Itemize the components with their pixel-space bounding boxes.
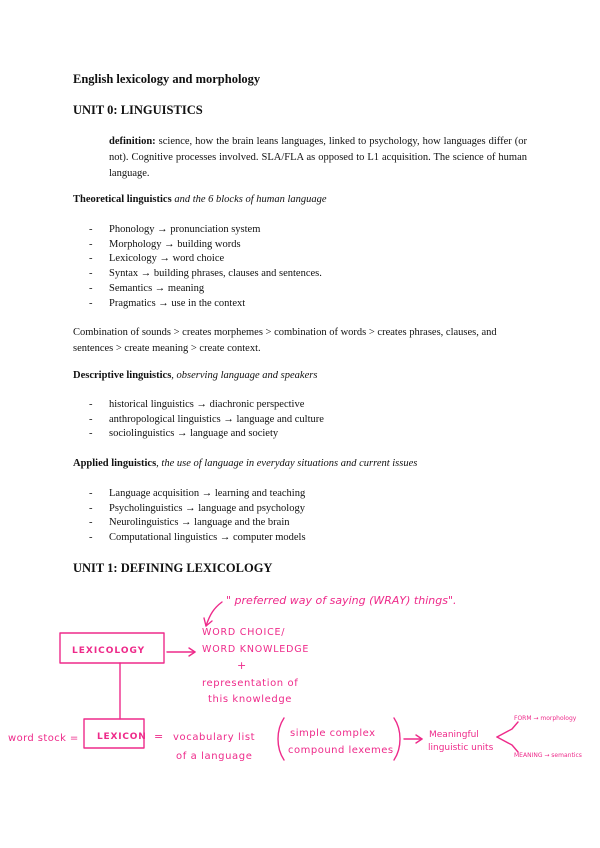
- word-stock-label: word stock =: [8, 733, 79, 744]
- word-choice-line1: WORD CHOICE/: [202, 627, 286, 638]
- applied-bold: Applied linguistics: [73, 458, 157, 469]
- lexicology-diagram: [0, 580, 600, 780]
- list-item: - Neurolinguistics → language and the brain: [89, 517, 290, 529]
- unit1-heading: UNIT 1: DEFINING LEXICOLOGY: [73, 561, 273, 575]
- list-item: - Semantics → meaning: [89, 282, 205, 294]
- lexicology-label: LEXICOLOGY: [72, 646, 146, 656]
- definition-paragraph: [109, 134, 527, 182]
- meaningful-line2: linguistic units: [428, 743, 494, 753]
- list-item: - sociolinguistics → language and society: [89, 428, 279, 440]
- representation-line1: representation of: [202, 678, 299, 689]
- list-item: - anthropological linguistics → language and culture: [89, 413, 324, 425]
- fork-down: [497, 737, 518, 752]
- list-item: - Pragmatics → use in the context: [89, 297, 246, 309]
- vocabulary-line2: of a language: [176, 751, 253, 762]
- list-item: - historical linguistics → diachronic perspective: [89, 399, 305, 410]
- descriptive-heading: [73, 370, 317, 381]
- curved-arrow: [206, 602, 222, 626]
- applied-heading: [73, 458, 417, 469]
- equals-sign: =: [154, 730, 164, 743]
- list-item: - Language acquisition → learning and teaching: [89, 488, 306, 499]
- preferred-way-quote: " preferred way of saying (WRAY) things".: [226, 594, 457, 607]
- descriptive-list: [89, 398, 324, 442]
- descriptive-bold: Descriptive linguistics: [73, 370, 172, 381]
- lexicon-label: LEXICON: [97, 732, 147, 742]
- lexeme-types-line2: compound lexemes: [288, 745, 394, 756]
- descriptive-italic: , observing language and speakers: [171, 370, 318, 381]
- definition-text: science, how the brain leans languages, linked to psychology, how languages differ (or not). Cognitive processes involved. SLA/FLA as opposed to L1 acquisition. The science of human language.: [109, 136, 527, 179]
- list-item: - Syntax → building phrases, clauses and sentences.: [89, 268, 322, 280]
- combination-paragraph: Combination of sounds > creates morphemes > combination of words > creates phrases, clauses, and sentences > create meaning > create context.: [73, 327, 497, 354]
- applied-italic: , the use of language in everyday situations and current issues: [156, 458, 418, 469]
- form-branch: FORM → morphology: [514, 715, 577, 722]
- meaning-branch: MEANING → semantics: [514, 752, 582, 759]
- theoretical-italic: and the 6 blocks of human language: [171, 194, 327, 205]
- word-choice-line2: WORD KNOWLEDGE: [202, 644, 310, 655]
- open-paren: [278, 718, 284, 760]
- list-item: - Lexicology → word choice: [89, 253, 225, 265]
- list-item: - Morphology → building words: [89, 238, 241, 250]
- list-item: - Phonology → pronunciation system: [89, 224, 261, 235]
- applied-list: [89, 487, 306, 546]
- vocabulary-line1: vocabulary list: [173, 732, 256, 743]
- meaningful-line1: Meaningful: [429, 730, 479, 740]
- list-item: - Computational linguistics → computer models: [89, 532, 306, 544]
- fork-up: [497, 722, 518, 737]
- unit0-heading: UNIT 0: LINGUISTICS: [73, 103, 203, 117]
- theoretical-list: [89, 223, 322, 311]
- lexeme-types-line1: simple complex: [290, 728, 376, 739]
- theoretical-bold: Theoretical linguistics: [73, 194, 172, 205]
- theoretical-heading: [73, 194, 327, 205]
- plus-sign: +: [237, 659, 247, 672]
- definition-term: definition:: [109, 136, 156, 147]
- representation-line2: this knowledge: [208, 694, 293, 705]
- document-title: English lexicology and morphology: [73, 72, 261, 86]
- close-paren: [394, 718, 400, 760]
- list-item: - Psycholinguistics → language and psychology: [89, 502, 305, 514]
